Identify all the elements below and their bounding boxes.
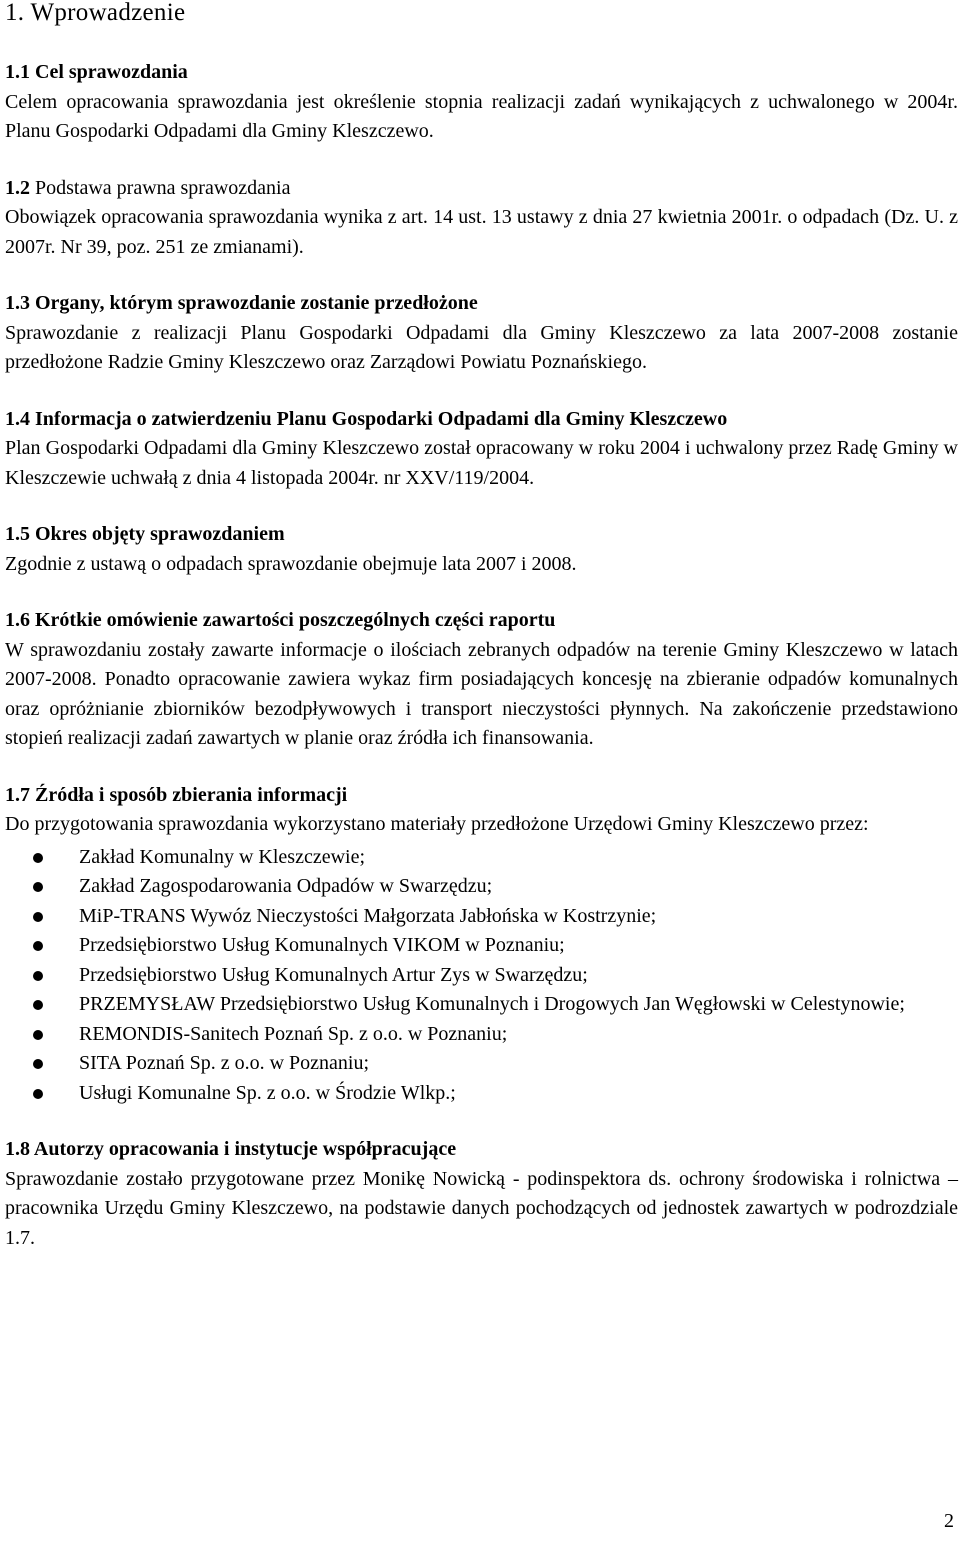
section-body: Obowiązek opracowania sprawozdania wynika z art. 14 ust. 13 ustawy z dnia 27 kwietnia 2001r. o odpadach (Dz. U. z 2007r. Nr 39, poz. 251 ze zmianami). [5, 206, 958, 258]
bullet-icon [33, 941, 43, 951]
section-body: W sprawozdaniu zostały zawarte informacje o ilościach zebranych odpadów na terenie Gminy Kleszczewo w latach 2007-2008. Ponadto opracowanie zawiera wykaz firm posiadających koncesję na zbieranie odpadów komunalnych oraz opróżnianie zbiorników bezodpływowych i transport nieczystości płynnych. Na zakończenie przedstawiono stopień realizacji zadań zawartych w planie oraz źródła ich finansowania. [5, 638, 958, 749]
document-page [5, 0, 958, 1253]
list-item-text: Zakład Zagospodarowania Odpadów w Swarzędzu; [79, 875, 493, 897]
section-number: 1.5 [5, 523, 30, 545]
bullet-icon [33, 1000, 43, 1010]
bullet-icon [33, 1089, 43, 1099]
section-number: 1.3 [5, 292, 30, 314]
section-1-4 [5, 405, 958, 494]
section-body: Zgodnie z ustawą o odpadach sprawozdanie obejmuje lata 2007 i 2008. [5, 552, 577, 575]
section-title: Źródła i sposób zbierania informacji [35, 783, 348, 806]
section-heading [5, 606, 958, 636]
chapter-title: 1. Wprowadzenie [5, 0, 186, 26]
section-title: Autorzy opracowania i instytucje współpracujące [33, 1138, 457, 1160]
section-body: Sprawozdanie z realizacji Planu Gospodarki Odpadami dla Gminy Kleszczewo za lata 2007-2008 zostanie przedłożone Radzie Gminy Kleszczewo oraz Zarządowi Powiatu Poznańskiego. [5, 321, 958, 373]
section-body: Sprawozdanie zostało przygotowane przez Monikę Nowicką - podinspektora ds. ochrony środowiska i rolnictwa – pracownika Urzędu Gminy Kleszczewo, na podstawie danych pochodzących od jednostek zawartych w podrozdziale 1.7. [5, 1167, 958, 1249]
list-item [5, 1049, 958, 1079]
bullet-icon [33, 1059, 43, 1069]
list-item-text: Zakład Komunalny w Kleszczewie; [79, 845, 366, 868]
section-number: 1.1 [5, 61, 30, 83]
section-number: 1.4 [5, 407, 30, 430]
section-heading [5, 1135, 958, 1165]
section-title: Krótkie omówienie zawartości poszczególnych części raportu [35, 609, 556, 631]
section-number: 1.7 [5, 783, 30, 806]
list-item-text: Usługi Komunalne Sp. z o.o. w Środzie Wlkp.; [79, 1081, 456, 1104]
bullet-icon [33, 1030, 43, 1040]
section-number: 1.2 [5, 176, 30, 199]
section-1-2 [5, 174, 958, 263]
section-body: Celem opracowania sprawozdania jest określenie stopnia realizacji zadań wynikających z uchwalonego w 2004r. Planu Gospodarki Odpadami dla Gminy Kleszczewo. [5, 90, 958, 142]
bullet-icon [33, 912, 43, 922]
bullet-icon [33, 853, 43, 863]
section-body: Do przygotowania sprawozdania wykorzystano materiały przedłożone Urzędowi Gminy Kleszczewo przez: [5, 813, 869, 835]
list-item-text: Przedsiębiorstwo Usług Komunalnych Artur Zys w Swarzędzu; [79, 963, 588, 986]
section-1-8 [5, 1135, 958, 1253]
section-1-7 [5, 781, 958, 1109]
section-number: 1.6 [5, 609, 30, 631]
page-number: 2 [944, 1510, 954, 1532]
section-body: Plan Gospodarki Odpadami dla Gminy Kleszczewo został opracowany w roku 2004 i uchwalony przez Radę Gminy w Kleszczewie uchwałą z dnia 4 listopada 2004r. nr XXV/119/2004. [5, 437, 958, 489]
list-item-text: REMONDIS-Sanitech Poznań Sp. z o.o. w Poznaniu; [79, 1022, 508, 1045]
section-heading [5, 781, 958, 811]
section-number: 1.8 [5, 1138, 30, 1160]
list-item-text: Przedsiębiorstwo Usług Komunalnych VIKOM w Poznaniu; [79, 934, 565, 956]
bullet-icon [33, 971, 43, 981]
section-1-3 [5, 289, 958, 378]
list-item [5, 872, 958, 902]
section-title: Podstawa prawna sprawozdania [35, 176, 291, 199]
bullet-icon [33, 882, 43, 892]
list-item [5, 931, 958, 961]
list-item [5, 1020, 958, 1050]
list-item [5, 902, 958, 932]
section-heading [5, 174, 958, 204]
section-title: Organy, którym sprawozdanie zostanie przedłożone [35, 292, 478, 314]
list-item-text: PRZEMYSŁAW Przedsiębiorstwo Usług Komunalnych i Drogowych Jan Węgłowski w Celestynowie; [79, 993, 905, 1015]
section-1-1 [5, 58, 958, 147]
section-title: Informacja o zatwierdzeniu Planu Gospodarki Odpadami dla Gminy Kleszczewo [35, 407, 728, 430]
section-heading [5, 58, 958, 88]
list-item [5, 961, 958, 991]
list-item [5, 1079, 958, 1109]
list-item [5, 990, 958, 1020]
section-title: Cel sprawozdania [35, 61, 188, 83]
section-1-5 [5, 520, 958, 579]
section-heading [5, 289, 958, 319]
section-title: Okres objęty sprawozdaniem [35, 523, 285, 545]
section-heading [5, 405, 958, 435]
source-list [5, 843, 958, 1109]
list-item-text: SITA Poznań Sp. z o.o. w Poznaniu; [79, 1052, 370, 1074]
list-item-text: MiP-TRANS Wywóz Nieczystości Małgorzata Jabłońska w Kostrzynie; [79, 904, 657, 927]
list-item [5, 843, 958, 873]
section-heading [5, 520, 958, 550]
section-1-6 [5, 606, 958, 754]
